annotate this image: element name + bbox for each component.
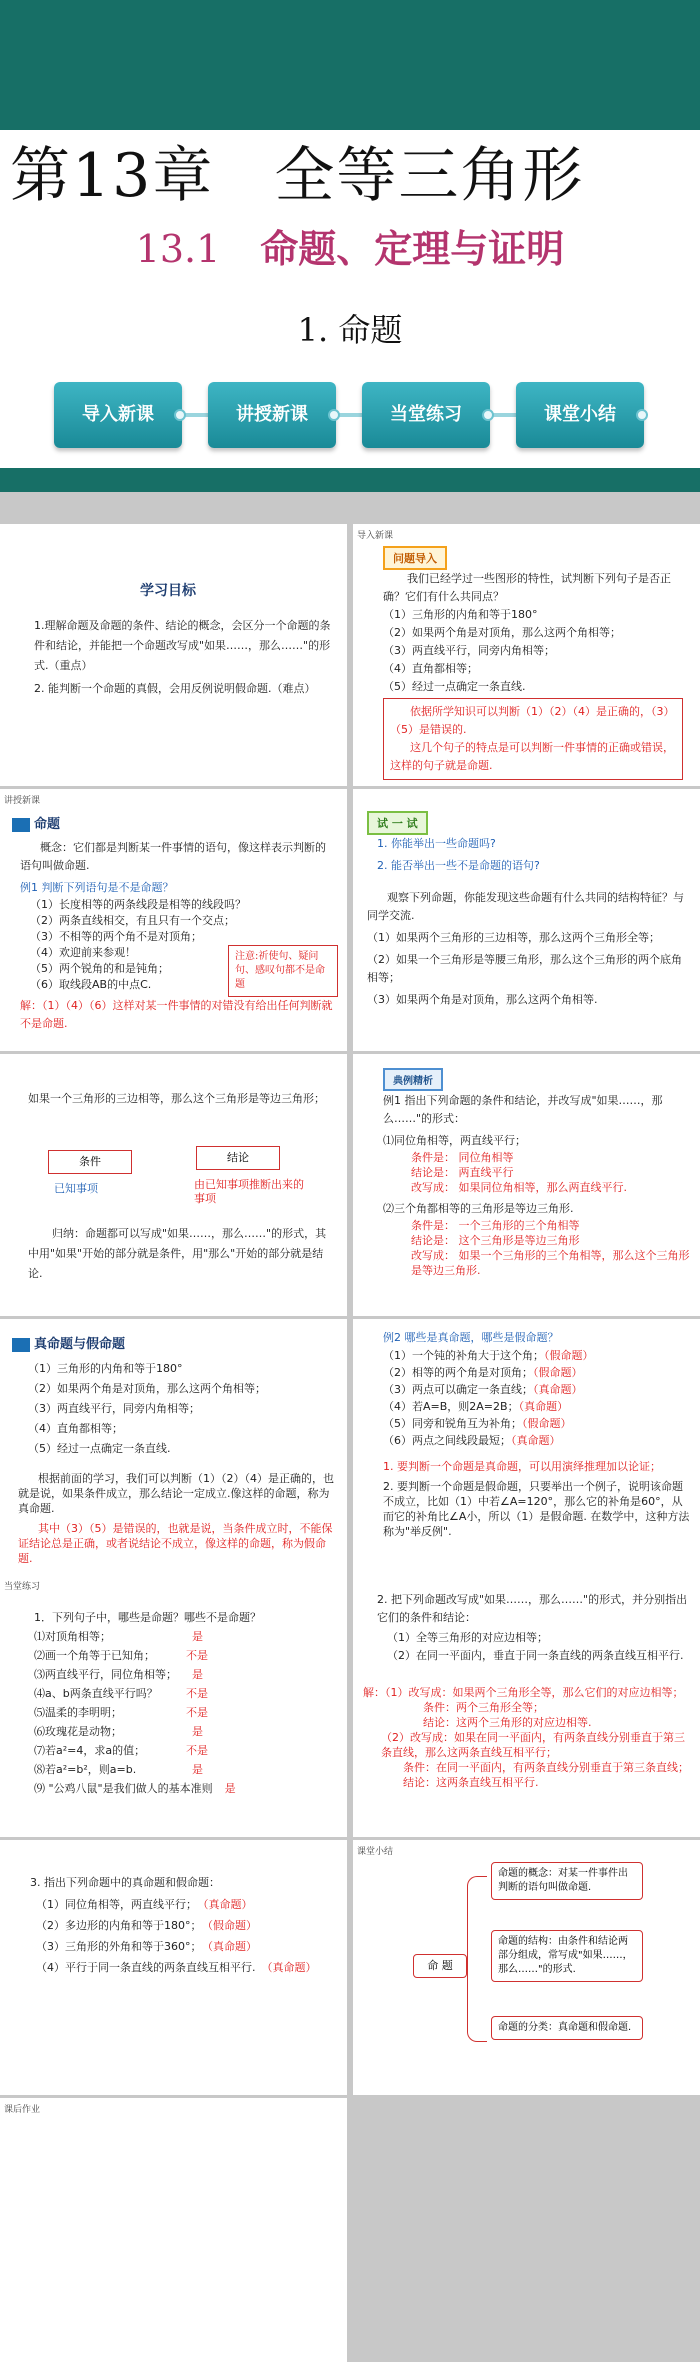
intro-note-1: 依据所学知识可以判断（1）（2）（4）是正确的，（3）（5）是错误的. (390, 705, 675, 736)
example-q1: ⑴同位角相等，两直线平行； (383, 1134, 526, 1147)
true-prop-desc: 根据前面的学习，我们可以判断（1）（2）（4）是正确的，也就是说，如果条件成立，那么结论一定成立.像这样的命题，称为真命题. (18, 1472, 334, 1515)
list-item: （4）直角都相等； (28, 1422, 123, 1435)
example-q2: ⑵三个角都相等的三角形是等边三角形. (383, 1202, 574, 1215)
list-item: （2）两条直线相交，有且只有一个交点； (30, 914, 235, 927)
practice-3-intro: 3. 指出下列命题中的真命题和假命题： (30, 1876, 220, 1889)
example-2-note-2: 2. 要判断一个命题是假命题，只要举出一个例子，说明该命题不成立，比如（1）中若∠A=120°，那么它的补角是60°，从而它的补角比∠A小，所以（1）是假命题. 在数学中，这种方法称为"举反例". (383, 1480, 690, 1538)
slide-label: 讲授新课 (4, 796, 41, 806)
list-item: ⑼ "公鸡八鼠"是我们做人的基本准则 是 (34, 1782, 236, 1795)
summary-branch-classify: 命题的分类：真命题和假命题. (491, 2016, 643, 2040)
section-number: 13.1 (135, 227, 221, 271)
list-item: （6）取线段AB的中点C. (30, 978, 152, 991)
footer-band (0, 468, 700, 492)
example-answer: 解：（1）（4）（6）这样对某一件事情的对错没有给出任何判断就不是命题. (20, 999, 333, 1030)
list-item: （3）不相等的两个角不是对顶角； (30, 930, 202, 943)
tf-list (28, 1359, 338, 1459)
slide-intro (353, 524, 700, 786)
practice-2-intro: 2. 把下列命题改写成"如果……，那么……"的形式，并分别指出它们的条件和结论： (377, 1593, 688, 1624)
intro-list (383, 606, 693, 696)
nav-summary-button[interactable]: 课堂小结 (516, 382, 644, 448)
observe-list (367, 929, 691, 1009)
intro-note-2: 这几个句子的特点是可以判断一件事情的正确或错误，这样的句子就是命题. (390, 741, 674, 772)
conclusion-box: 结论 (196, 1146, 280, 1170)
example-prompt: 例1 指出下列命题的条件和结论，并改写成"如果……，那么……"的形式： (383, 1094, 663, 1125)
slide-example-1 (353, 1054, 700, 1316)
proposition-concept: 概念：它们都是判断某一件事情的语句，像这样表示判断的语句叫做命题. (20, 841, 326, 872)
list-item: （5）两个锐角的和是钝角； (30, 962, 169, 975)
list-item: （5）同旁和锐角互为补角；（假命题） (383, 1417, 572, 1430)
example-2-list (383, 1347, 693, 1449)
summary-branch-concept: 命题的概念：对某一件事件出判断的语句叫做命题. (491, 1862, 643, 1900)
try-question-1: 1. 你能举出一些命题吗? (377, 837, 496, 850)
summary-branch-structure: 命题的结构：由条件和结论两部分组成，常写成"如果……，那么……"的形式. (491, 1930, 643, 1982)
list-item: （3）两点可以确定一条直线；（真命题） (383, 1383, 583, 1396)
list-item: ⑻若a²=b²，则a=b. 是 (34, 1763, 203, 1776)
nav-lecture-button[interactable]: 讲授新课 (208, 382, 336, 448)
list-item: （3）两直线平行，同旁内角相等； (383, 644, 555, 657)
example-a2: 条件是： 一个三角形的三个角相等 结论是： 这个三角形是等边三角形 改写成： 如果一个三角形的三个角相等，那么这个三角形是等边三角形. (411, 1219, 690, 1277)
structure-summary: 归纳：命题都可以写成"如果……，那么……"的形式，其中用"如果"开始的部分就是条件，用"那么"开始的部分就是结论. (28, 1227, 327, 1280)
list-item: （5）经过一点确定一条直线. (383, 680, 526, 693)
section-icon (12, 1338, 30, 1352)
goal-2: 2. 能判断一个命题的真假，会用反例说明假命题.（难点） (34, 682, 316, 695)
list-item: ⑵画一个角等于已知角； 不是 (34, 1649, 208, 1662)
list-item: ⑸温柔的李明明； 不是 (34, 1706, 208, 1719)
slide-homework (0, 2098, 347, 2362)
nav-dot (636, 409, 648, 421)
example-2-note-1: 1. 要判断一个命题是真命题，可以用演绎推理加以论证； (383, 1460, 661, 1473)
list-item: （6）两点之间线段最短；（真命题） (383, 1434, 561, 1447)
list-item: （3）两直线平行，同旁内角相等； (28, 1402, 200, 1415)
false-prop-desc: 其中（3）（5）是错误的，也就是说，当条件成立时，不能保证结论总是正确，或者说结论不成立，像这样的命题，称为假命题. (18, 1522, 333, 1565)
title-slide (0, 0, 700, 492)
section-name: 命题、定理与证明 (260, 227, 565, 271)
list-item: ⑶两直线平行，同位角相等； 是 (34, 1668, 203, 1681)
intro-question: 我们已经学过一些图形的特性，试判断下列句子是否正确？它们有什么共同点？ (383, 572, 671, 603)
list-item: （4）直角都相等； (383, 662, 478, 675)
slide-label: 课堂小结 (357, 1847, 394, 1857)
list-item: （2）如果一个三角形是等腰三角形，那么这个三角形的两个底角相等； (367, 953, 682, 984)
list-item: ⑺若a²=4，求a的值； 不是 (34, 1744, 208, 1757)
slide-structure (0, 1054, 347, 1316)
lesson-subtitle: 1. 命题 (297, 311, 403, 349)
list-item: （2）如果两个角是对顶角，那么这两个角相等； (28, 1382, 266, 1395)
lesson-nav (54, 382, 646, 468)
nav-practice-button[interactable]: 当堂练习 (362, 382, 490, 448)
list-item: （2）多边形的内角和等于180°； （假命题） (36, 1919, 257, 1932)
practice-1-intro: 1．下列句子中，哪些是命题？哪些不是命题？ (34, 1611, 261, 1624)
list-item: （5）经过一点确定一条直线. (28, 1442, 171, 1455)
slide-practice-2 (353, 1575, 700, 1837)
list-item: （2）如果两个角是对顶角，那么这两个角相等； (383, 626, 621, 639)
nav-dot (328, 409, 340, 421)
summary-root: 命 题 (413, 1954, 467, 1978)
summary-bracket (467, 1876, 487, 2042)
try-tag: 试 一 试 (367, 811, 428, 835)
slide-summary (353, 1840, 700, 2095)
goals-title: 学习目标 (140, 583, 196, 599)
condition-desc: 已知事项 (54, 1182, 98, 1195)
slide-practice-1 (0, 1575, 347, 1837)
observe-text: 观察下列命题，你能发现这些命题有什么共同的结构特征？与同学交流. (367, 891, 684, 922)
list-item: （1）一个钝的补角大于这个角；（假命题） (383, 1349, 594, 1362)
example-a1: 条件是： 同位角相等 结论是： 两直线平行 改写成： 如果同位角相等，那么两直线平行. (411, 1151, 627, 1194)
list-item: （3）如果两个角是对顶角，那么这两个角相等. (367, 993, 598, 1006)
example-2-prompt: 例2 哪些是真命题，哪些是假命题？ (383, 1331, 559, 1344)
list-item: （3）三角形的外角和等于360°； （真命题） (36, 1940, 257, 1953)
condition-box: 条件 (48, 1150, 132, 1174)
section-icon (12, 818, 30, 832)
conclusion-desc: 由已知事项推断出来的事项 (194, 1178, 304, 1205)
list-item: （1）三角形的内角和等于180° (28, 1362, 183, 1375)
list-item: （4）平行于同一条直线的两条直线互相平行. （真命题） (36, 1961, 317, 1974)
problem-intro-tag: 问题导入 (383, 546, 447, 570)
list-item: ⑷a、b两条直线平行吗？ 不是 (34, 1687, 208, 1700)
list-item: ⑹玫瑰花是动物； 是 (34, 1725, 203, 1738)
list-item: （2）相等的两个角是对顶角；（假命题） (383, 1366, 583, 1379)
list-item: （1）如果两个三角形的三边相等，那么这两个三角形全等； (367, 931, 660, 944)
chapter-title (10, 128, 584, 214)
slide-practice-3 (0, 1840, 347, 2095)
try-question-2: 2. 能否举出一些不是命题的语句? (377, 859, 540, 872)
proposition-heading: 命题 (12, 813, 60, 832)
example-tag: 典例精析 (383, 1068, 443, 1091)
nav-dot (174, 409, 186, 421)
slide-label: 当堂练习 (4, 1582, 41, 1592)
header-band (0, 0, 700, 130)
slide-example-2 (353, 1319, 700, 1581)
practice-1-list (34, 1627, 294, 1798)
practice-2-q2: （2）在同一平面内，垂直于同一条直线的两条直线互相平行. (387, 1649, 684, 1662)
goal-1: 1.理解命题及命题的条件、结论的概念，会区分一个命题的条件和结论，并能把一个命题改写成"如果……，那么……"的形式.（重点） (34, 619, 331, 672)
note-callout: 注意:祈使句、疑问句、感叹句都不是命题 (228, 945, 338, 997)
practice-2-q1: （1）全等三角形的对应边相等； (387, 1631, 548, 1644)
list-item: （1）三角形的内角和等于180° (383, 608, 538, 621)
nav-dot (482, 409, 494, 421)
practice-3-list (36, 1894, 336, 1978)
intro-note-box (383, 698, 683, 780)
list-item: （4）若A=B，则2A=2B；（真命题） (383, 1400, 569, 1413)
structure-lead: 如果一个三角形的三边相等，那么这个三角形是等边三角形； (28, 1092, 325, 1105)
list-item: ⑴对顶角相等； 是 (34, 1630, 203, 1643)
section-title (0, 218, 700, 273)
list-item: （4）欢迎前来参观！ (30, 946, 136, 959)
list-item: （1）长度相等的两条线段是相等的线段吗？ (30, 898, 246, 911)
list-item: （1）同位角相等，两直线平行； （真命题） (36, 1898, 253, 1911)
example-1: 例1 判断下列语句是不是命题？ (20, 881, 174, 894)
slide-try-it (353, 789, 700, 1051)
practice-2-answer: 解：（1）改写成：如果两个三角形全等，那么它们的对应边相等； 条件：两个三角形全等； 结论：这两个三角形的对应边相等. （2）改写成：如果在同一平面内，有两条直线分别垂直于第三条直线，那么这两条直线互相平行； 条件：在同一平面内，有两条直线分别垂直于第三条直线； 结论：这两条直线互相平行. (363, 1686, 689, 1789)
slide-label: 课后作业 (4, 2105, 41, 2115)
slide-proposition (0, 789, 347, 1051)
slide-learning-goals (0, 524, 347, 786)
true-false-heading: 真命题与假命题 (12, 1333, 125, 1352)
chapter-name: 全等三角形 (274, 141, 585, 211)
slide-true-false (0, 1319, 347, 1581)
slide-label: 导入新课 (357, 531, 394, 541)
nav-intro-button[interactable]: 导入新课 (54, 382, 182, 448)
chapter-number: 第13章 (10, 141, 215, 211)
